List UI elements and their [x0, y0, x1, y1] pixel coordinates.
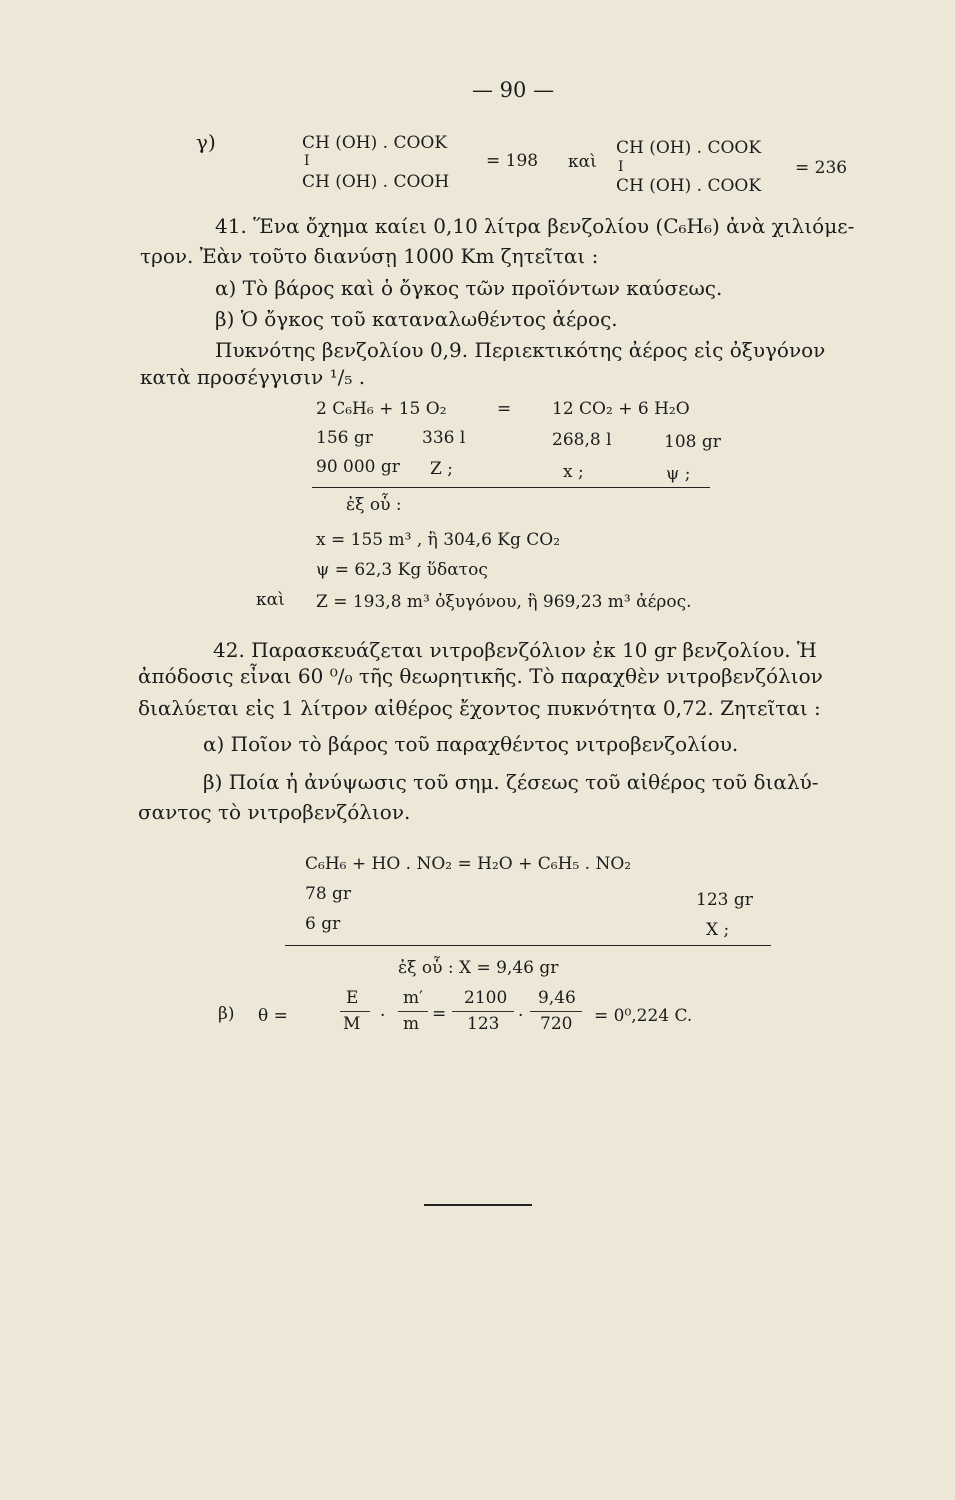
p41-line-4: β) Ὁ ὄγκος τοῦ καταναλωθέντος ἀέρος. [215, 307, 618, 331]
eq42-row3-col2: X ; [706, 920, 730, 940]
multiply-dot-1: · [380, 1006, 386, 1026]
eq41-psi-result: ψ = 62,3 Kg ὕδατος [316, 560, 488, 580]
p42-line-2: ἀπόδοσις εἶναι 60 ⁰/₀ τῆς θεωρητικῆς. Τὸ παραχθὲν νιτροβενζόλιον [138, 664, 823, 688]
eq41-row3-col4: ψ ; [666, 464, 691, 484]
section-end-rule [424, 1204, 532, 1206]
page-number: — 90 — [472, 78, 555, 102]
frac-m-numerator: m′ [403, 988, 423, 1008]
eq41-row3-col2: Z ; [430, 459, 453, 479]
eq42-row2-col1: 78 gr [305, 884, 352, 904]
p41-line-6: κατὰ προσέγγισιν ¹/₅ . [140, 365, 366, 389]
eq42-row3-col1: 6 gr [305, 914, 341, 934]
boiling-point-result: = 0⁰,224 C. [594, 1006, 693, 1026]
eq41-z-result: Z = 193,8 m³ ὀξυγόνου, ἢ 969,23 m³ ἀέρος. [316, 592, 692, 612]
p42-line-6: σαντος τὸ νιτροβενζόλιον. [138, 800, 411, 824]
p41-line-5: Πυκνότης βενζολίου 0,9. Περιεκτικότης ἀέρος εἰς ὀξυγόνον [215, 338, 826, 362]
p41-line-3: α) Τὸ βάρος καὶ ὁ ὄγκος τῶν προϊόντων καύσεως. [215, 276, 723, 300]
beta-label: β) [218, 1004, 235, 1024]
p42-line-4: α) Ποῖον τὸ βάρος τοῦ παραχθέντος νιτροβενζολίου. [203, 732, 739, 756]
p41-line-1: 41. Ἕνα ὄχημα καίει 0,10 λίτρα βενζολίου (C₆H₆) ἀνὰ χιλιόμε- [215, 214, 855, 238]
eq41-row2-col2: 336 l [422, 428, 466, 448]
p42-line-5: β) Ποία ἡ ἀνύψωσις τοῦ σημ. ζέσεως τοῦ αἰθέρος τοῦ διαλύ- [203, 770, 819, 794]
p41-line-2: τρον. Ἐὰν τοῦτο διανύσῃ 1000 Km ζητεῖται : [140, 244, 599, 268]
equals-mid: = [432, 1004, 447, 1024]
formula-2-top: CH (OH) . COOK [616, 138, 762, 158]
formula-1-value: = 198 [486, 151, 539, 171]
frac-e-denominator: M [343, 1014, 361, 1034]
eq41-divider [312, 487, 710, 488]
frac-1-numerator: 2100 [464, 988, 508, 1008]
formula-2-value: = 236 [795, 158, 848, 178]
eq41-lhs: 2 C₆H₆ + 15 O₂ [316, 399, 447, 419]
eq41-row2-col3: 268,8 l [552, 430, 612, 450]
eq41-row2-col4: 108 gr [664, 432, 721, 452]
formula-1-bond: I [304, 153, 310, 169]
eq41-row2-col1: 156 gr [316, 428, 373, 448]
eq41-from-which: ἐξ οὗ : [346, 495, 402, 515]
eq41-x-result: x = 155 m³ , ἢ 304,6 Kg CO₂ [316, 530, 561, 550]
formula-1-bottom: CH (OH) . COOH [302, 172, 450, 192]
multiply-dot-2: · [518, 1006, 524, 1026]
frac-e-numerator: E [346, 988, 359, 1008]
eq42-from-which: ἐξ οὗ : X = 9,46 gr [398, 958, 559, 978]
p42-line-3: διαλύεται εἰς 1 λίτρον αἰθέρος ἔχοντος πυκνότητα 0,72. Ζητεῖται : [138, 696, 821, 720]
eq42-reaction: C₆H₆ + HO . NO₂ = H₂O + C₆H₅ . NO₂ [305, 854, 632, 874]
gamma-label: γ) [196, 130, 216, 154]
frac-m-denominator: m [403, 1014, 420, 1034]
frac-2-numerator: 9,46 [538, 988, 576, 1008]
eq41-equals: = [497, 399, 512, 419]
eq42-row2-col2: 123 gr [696, 890, 753, 910]
formula-2-bond: I [618, 159, 624, 175]
formula-1-top: CH (OH) . COOK [302, 133, 448, 153]
theta-symbol: θ = [258, 1006, 288, 1026]
eq41-kai: καὶ [256, 590, 285, 610]
eq41-row3-col3: x ; [563, 462, 584, 482]
p42-line-1: 42. Παρασκευάζεται νιτροβενζόλιον ἐκ 10 gr βενζολίου. Ἡ [213, 638, 817, 662]
gamma-kai: καὶ [568, 152, 597, 172]
eq41-rhs: 12 CO₂ + 6 H₂O [552, 399, 690, 419]
frac-1-denominator: 123 [467, 1014, 500, 1034]
frac-2-denominator: 720 [540, 1014, 573, 1034]
formula-2-bottom: CH (OH) . COOK [616, 176, 762, 196]
eq42-divider [285, 945, 771, 946]
eq41-row3-col1: 90 000 gr [316, 457, 400, 477]
